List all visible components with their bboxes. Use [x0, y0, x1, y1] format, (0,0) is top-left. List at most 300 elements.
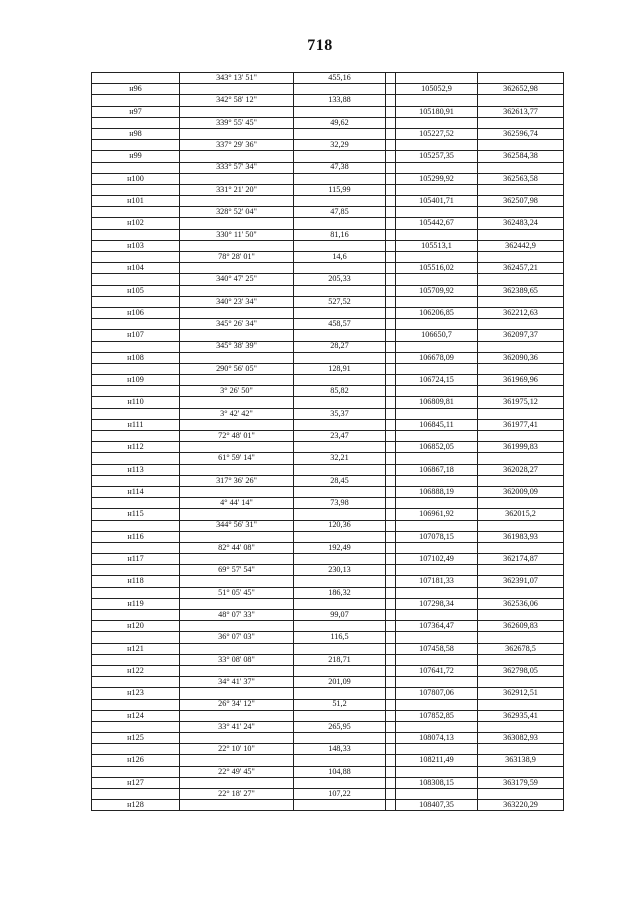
point-name-cell: н101: [92, 196, 180, 207]
spacer-cell: [386, 397, 396, 408]
angle-cell-empty: [180, 330, 294, 341]
y-coordinate-cell-empty: [478, 520, 564, 531]
spacer-cell: [386, 240, 396, 251]
segment-length-cell: 265,95: [294, 721, 386, 732]
spacer-cell: [386, 621, 396, 632]
spacer-cell: [386, 442, 396, 453]
x-coordinate-cell: 105401,71: [396, 196, 478, 207]
direction-angle-cell: 69° 57' 54": [180, 565, 294, 576]
point-cell-empty: [92, 341, 180, 352]
segment-row: [92, 654, 564, 665]
x-coordinate-cell: 105227,52: [396, 128, 478, 139]
point-name-cell: н111: [92, 419, 180, 430]
direction-angle-cell: 78° 28' 01": [180, 252, 294, 263]
direction-angle-cell: 343° 13' 51": [180, 73, 294, 84]
direction-angle-cell: 333° 57' 34": [180, 162, 294, 173]
direction-angle-cell: 337° 29' 36": [180, 140, 294, 151]
x-coordinate-cell: 105299,92: [396, 173, 478, 184]
y-coordinate-cell-empty: [478, 184, 564, 195]
spacer-cell: [386, 162, 396, 173]
point-cell-empty: [92, 363, 180, 374]
y-coordinate-cell-empty: [478, 453, 564, 464]
spacer-cell: [386, 296, 396, 307]
x-coordinate-cell-empty: [396, 610, 478, 621]
spacer-cell: [386, 710, 396, 721]
segment-length-cell: 35,37: [294, 408, 386, 419]
point-row: [92, 173, 564, 184]
x-coordinate-cell: 105513,1: [396, 240, 478, 251]
y-coordinate-cell-empty: [478, 431, 564, 442]
angle-cell-empty: [180, 665, 294, 676]
y-coordinate-cell: 362457,21: [478, 263, 564, 274]
segment-row: [92, 386, 564, 397]
spacer-cell: [386, 431, 396, 442]
x-coordinate-cell: 107807,06: [396, 688, 478, 699]
direction-angle-cell: 22° 18' 27": [180, 789, 294, 800]
x-coordinate-cell-empty: [396, 565, 478, 576]
spacer-cell: [386, 73, 396, 84]
segment-row: [92, 610, 564, 621]
spacer-cell: [386, 229, 396, 240]
point-cell-empty: [92, 229, 180, 240]
segment-length-cell: 28,27: [294, 341, 386, 352]
segment-row: [92, 520, 564, 531]
y-coordinate-cell-empty: [478, 789, 564, 800]
point-cell-empty: [92, 207, 180, 218]
x-coordinate-cell-empty: [396, 73, 478, 84]
point-name-cell: н107: [92, 330, 180, 341]
segment-length-cell: 133,88: [294, 95, 386, 106]
point-name-cell: н114: [92, 486, 180, 497]
length-cell-empty: [294, 755, 386, 766]
spacer-cell: [386, 665, 396, 676]
length-cell-empty: [294, 263, 386, 274]
spacer-cell: [386, 509, 396, 520]
segment-row: [92, 229, 564, 240]
point-name-cell: н116: [92, 531, 180, 542]
y-coordinate-cell: 363138,9: [478, 755, 564, 766]
spacer-cell: [386, 498, 396, 509]
spacer-cell: [386, 475, 396, 486]
angle-cell-empty: [180, 375, 294, 386]
x-coordinate-cell: 107458,58: [396, 643, 478, 654]
y-coordinate-cell: 362212,63: [478, 307, 564, 318]
segment-length-cell: 73,98: [294, 498, 386, 509]
point-row: [92, 486, 564, 497]
point-row: [92, 84, 564, 95]
point-row: [92, 352, 564, 363]
direction-angle-cell: 34° 41' 37": [180, 677, 294, 688]
segment-row: [92, 184, 564, 195]
y-coordinate-cell-empty: [478, 565, 564, 576]
segment-row: [92, 789, 564, 800]
direction-angle-cell: 290° 56' 05": [180, 363, 294, 374]
length-cell-empty: [294, 330, 386, 341]
point-name-cell: н102: [92, 218, 180, 229]
segment-row: [92, 475, 564, 486]
point-cell-empty: [92, 184, 180, 195]
x-coordinate-cell-empty: [396, 319, 478, 330]
y-coordinate-cell: 363082,93: [478, 733, 564, 744]
direction-angle-cell: 328° 52' 04": [180, 207, 294, 218]
length-cell-empty: [294, 800, 386, 811]
y-coordinate-cell: 362391,07: [478, 576, 564, 587]
point-row: [92, 375, 564, 386]
spacer-cell: [386, 252, 396, 263]
length-cell-empty: [294, 128, 386, 139]
x-coordinate-cell-empty: [396, 766, 478, 777]
spacer-cell: [386, 106, 396, 117]
direction-angle-cell: 340° 47' 25": [180, 274, 294, 285]
spacer-cell: [386, 319, 396, 330]
point-row: [92, 688, 564, 699]
y-coordinate-cell-empty: [478, 408, 564, 419]
segment-row: [92, 431, 564, 442]
direction-angle-cell: 345° 26' 34": [180, 319, 294, 330]
point-name-cell: н106: [92, 307, 180, 318]
direction-angle-cell: 345° 38' 39": [180, 341, 294, 352]
spacer-cell: [386, 677, 396, 688]
point-row: [92, 128, 564, 139]
point-row: [92, 598, 564, 609]
y-coordinate-cell-empty: [478, 542, 564, 553]
angle-cell-empty: [180, 285, 294, 296]
angle-cell-empty: [180, 106, 294, 117]
y-coordinate-cell: 362912,51: [478, 688, 564, 699]
spacer-cell: [386, 375, 396, 386]
angle-cell-empty: [180, 352, 294, 363]
angle-cell-empty: [180, 151, 294, 162]
x-coordinate-cell-empty: [396, 296, 478, 307]
x-coordinate-cell-empty: [396, 363, 478, 374]
point-cell-empty: [92, 386, 180, 397]
x-coordinate-cell: 105516,02: [396, 263, 478, 274]
spacer-cell: [386, 486, 396, 497]
length-cell-empty: [294, 106, 386, 117]
x-coordinate-cell: 107298,34: [396, 598, 478, 609]
direction-angle-cell: 330° 11' 50": [180, 229, 294, 240]
x-coordinate-cell-empty: [396, 408, 478, 419]
angle-cell-empty: [180, 554, 294, 565]
y-coordinate-cell: 362798,05: [478, 665, 564, 676]
length-cell-empty: [294, 196, 386, 207]
segment-length-cell: 32,29: [294, 140, 386, 151]
y-coordinate-cell-empty: [478, 498, 564, 509]
segment-row: [92, 587, 564, 598]
length-cell-empty: [294, 397, 386, 408]
page-number: 718: [307, 37, 333, 54]
x-coordinate-cell: 108407,35: [396, 800, 478, 811]
point-name-cell: н108: [92, 352, 180, 363]
x-coordinate-cell: 106852,05: [396, 442, 478, 453]
length-cell-empty: [294, 733, 386, 744]
spacer-cell: [386, 363, 396, 374]
spacer-cell: [386, 576, 396, 587]
length-cell-empty: [294, 554, 386, 565]
spacer-cell: [386, 386, 396, 397]
length-cell-empty: [294, 688, 386, 699]
segment-row: [92, 632, 564, 643]
x-coordinate-cell-empty: [396, 475, 478, 486]
y-coordinate-cell-empty: [478, 654, 564, 665]
x-coordinate-cell-empty: [396, 677, 478, 688]
direction-angle-cell: 51° 05' 45": [180, 587, 294, 598]
angle-cell-empty: [180, 710, 294, 721]
spacer-cell: [386, 531, 396, 542]
spacer-cell: [386, 117, 396, 128]
x-coordinate-cell-empty: [396, 520, 478, 531]
segment-length-cell: 115,99: [294, 184, 386, 195]
x-coordinate-cell-empty: [396, 431, 478, 442]
y-coordinate-cell: 362483,24: [478, 218, 564, 229]
length-cell-empty: [294, 419, 386, 430]
spacer-cell: [386, 755, 396, 766]
y-coordinate-cell-empty: [478, 677, 564, 688]
direction-angle-cell: 317° 36' 26": [180, 475, 294, 486]
segment-row: [92, 341, 564, 352]
segment-length-cell: 120,36: [294, 520, 386, 531]
segment-length-cell: 116,5: [294, 632, 386, 643]
spacer-cell: [386, 263, 396, 274]
length-cell-empty: [294, 173, 386, 184]
y-coordinate-cell-empty: [478, 341, 564, 352]
spacer-cell: [386, 184, 396, 195]
spacer-cell: [386, 307, 396, 318]
x-coordinate-cell: 105180,91: [396, 106, 478, 117]
y-coordinate-cell: 362442,9: [478, 240, 564, 251]
x-coordinate-cell: 105442,67: [396, 218, 478, 229]
segment-length-cell: 23,47: [294, 431, 386, 442]
y-coordinate-cell: 361999,83: [478, 442, 564, 453]
segment-row: [92, 296, 564, 307]
spacer-cell: [386, 464, 396, 475]
length-cell-empty: [294, 464, 386, 475]
angle-cell-empty: [180, 486, 294, 497]
point-name-cell: н113: [92, 464, 180, 475]
direction-angle-cell: 339° 55' 45": [180, 117, 294, 128]
point-name-cell: н121: [92, 643, 180, 654]
angle-cell-empty: [180, 755, 294, 766]
x-coordinate-cell: 106678,09: [396, 352, 478, 363]
point-cell-empty: [92, 319, 180, 330]
x-coordinate-cell-empty: [396, 140, 478, 151]
point-name-cell: н119: [92, 598, 180, 609]
spacer-cell: [386, 341, 396, 352]
spacer-cell: [386, 196, 396, 207]
point-row: [92, 330, 564, 341]
point-name-cell: н97: [92, 106, 180, 117]
length-cell-empty: [294, 375, 386, 386]
spacer-cell: [386, 207, 396, 218]
point-row: [92, 106, 564, 117]
y-coordinate-cell: 361983,93: [478, 531, 564, 542]
point-row: [92, 777, 564, 788]
segment-length-cell: 458,57: [294, 319, 386, 330]
y-coordinate-cell-empty: [478, 296, 564, 307]
spacer-cell: [386, 789, 396, 800]
y-coordinate-cell: 362935,41: [478, 710, 564, 721]
spacer-cell: [386, 128, 396, 139]
point-name-cell: н99: [92, 151, 180, 162]
point-row: [92, 643, 564, 654]
spacer-cell: [386, 587, 396, 598]
spacer-cell: [386, 610, 396, 621]
x-coordinate-cell: 107641,72: [396, 665, 478, 676]
x-coordinate-cell-empty: [396, 162, 478, 173]
x-coordinate-cell-empty: [396, 587, 478, 598]
direction-angle-cell: 26° 34' 12": [180, 699, 294, 710]
segment-length-cell: 51,2: [294, 699, 386, 710]
segment-row: [92, 565, 564, 576]
spacer-cell: [386, 453, 396, 464]
angle-cell-empty: [180, 128, 294, 139]
x-coordinate-cell-empty: [396, 341, 478, 352]
x-coordinate-cell: 106888,19: [396, 486, 478, 497]
angle-cell-empty: [180, 598, 294, 609]
y-coordinate-cell-empty: [478, 587, 564, 598]
point-name-cell: н112: [92, 442, 180, 453]
angle-cell-empty: [180, 263, 294, 274]
point-row: [92, 419, 564, 430]
y-coordinate-cell: 362596,74: [478, 128, 564, 139]
y-coordinate-cell-empty: [478, 229, 564, 240]
length-cell-empty: [294, 710, 386, 721]
direction-angle-cell: 4° 44' 14": [180, 498, 294, 509]
length-cell-empty: [294, 486, 386, 497]
x-coordinate-cell: 106206,85: [396, 307, 478, 318]
length-cell-empty: [294, 576, 386, 587]
direction-angle-cell: 48° 07' 33": [180, 610, 294, 621]
y-coordinate-cell: 361977,41: [478, 419, 564, 430]
segment-length-cell: 230,13: [294, 565, 386, 576]
spacer-cell: [386, 565, 396, 576]
x-coordinate-cell-empty: [396, 632, 478, 643]
segment-length-cell: 81,16: [294, 229, 386, 240]
y-coordinate-cell-empty: [478, 610, 564, 621]
spacer-cell: [386, 542, 396, 553]
segment-row: [92, 721, 564, 732]
direction-angle-cell: 61° 59' 14": [180, 453, 294, 464]
spacer-cell: [386, 408, 396, 419]
spacer-cell: [386, 777, 396, 788]
length-cell-empty: [294, 643, 386, 654]
point-name-cell: н123: [92, 688, 180, 699]
direction-angle-cell: 342° 58' 12": [180, 95, 294, 106]
spacer-cell: [386, 95, 396, 106]
point-cell-empty: [92, 587, 180, 598]
direction-angle-cell: 36° 07' 03": [180, 632, 294, 643]
point-name-cell: н109: [92, 375, 180, 386]
point-cell-empty: [92, 296, 180, 307]
y-coordinate-cell: 363220,29: [478, 800, 564, 811]
spacer-cell: [386, 419, 396, 430]
segment-length-cell: 527,52: [294, 296, 386, 307]
segment-length-cell: 128,91: [294, 363, 386, 374]
y-coordinate-cell-empty: [478, 744, 564, 755]
length-cell-empty: [294, 442, 386, 453]
angle-cell-empty: [180, 576, 294, 587]
y-coordinate-cell: 362015,2: [478, 509, 564, 520]
angle-cell-empty: [180, 240, 294, 251]
segment-row: [92, 363, 564, 374]
direction-angle-cell: 3° 26' 50": [180, 386, 294, 397]
point-cell-empty: [92, 431, 180, 442]
angle-cell-empty: [180, 688, 294, 699]
segment-row: [92, 408, 564, 419]
y-coordinate-cell-empty: [478, 95, 564, 106]
point-row: [92, 531, 564, 542]
spacer-cell: [386, 688, 396, 699]
spacer-cell: [386, 632, 396, 643]
y-coordinate-cell-empty: [478, 699, 564, 710]
x-coordinate-cell-empty: [396, 789, 478, 800]
y-coordinate-cell: 363179,59: [478, 777, 564, 788]
y-coordinate-cell: 362609,83: [478, 621, 564, 632]
x-coordinate-cell: 107181,33: [396, 576, 478, 587]
point-row: [92, 554, 564, 565]
direction-angle-cell: 331° 21' 20": [180, 184, 294, 195]
length-cell-empty: [294, 665, 386, 676]
spacer-cell: [386, 643, 396, 654]
y-coordinate-cell: 362097,37: [478, 330, 564, 341]
y-coordinate-cell: 362389,65: [478, 285, 564, 296]
x-coordinate-cell: 107102,49: [396, 554, 478, 565]
angle-cell-empty: [180, 531, 294, 542]
y-coordinate-cell-empty: [478, 386, 564, 397]
angle-cell-empty: [180, 84, 294, 95]
x-coordinate-cell: 105709,92: [396, 285, 478, 296]
coordinates-table: [91, 72, 563, 811]
y-coordinate-cell-empty: [478, 117, 564, 128]
point-cell-empty: [92, 565, 180, 576]
point-name-cell: н126: [92, 755, 180, 766]
point-cell-empty: [92, 95, 180, 106]
length-cell-empty: [294, 352, 386, 363]
point-row: [92, 263, 564, 274]
point-cell-empty: [92, 632, 180, 643]
angle-cell-empty: [180, 442, 294, 453]
length-cell-empty: [294, 84, 386, 95]
point-name-cell: н127: [92, 777, 180, 788]
point-cell-empty: [92, 766, 180, 777]
point-cell-empty: [92, 117, 180, 128]
segment-length-cell: 205,33: [294, 274, 386, 285]
x-coordinate-cell: 106845,11: [396, 419, 478, 430]
segment-length-cell: 104,88: [294, 766, 386, 777]
point-name-cell: н125: [92, 733, 180, 744]
angle-cell-empty: [180, 733, 294, 744]
x-coordinate-cell-empty: [396, 498, 478, 509]
spacer-cell: [386, 520, 396, 531]
point-name-cell: н118: [92, 576, 180, 587]
point-cell-empty: [92, 610, 180, 621]
point-row: [92, 464, 564, 475]
y-coordinate-cell: 362507,98: [478, 196, 564, 207]
direction-angle-cell: 22° 10' 10": [180, 744, 294, 755]
spacer-cell: [386, 654, 396, 665]
x-coordinate-cell-empty: [396, 184, 478, 195]
point-row: [92, 218, 564, 229]
x-coordinate-cell-empty: [396, 229, 478, 240]
spacer-cell: [386, 721, 396, 732]
segment-row: [92, 117, 564, 128]
x-coordinate-cell-empty: [396, 95, 478, 106]
segment-row: [92, 140, 564, 151]
y-coordinate-cell-empty: [478, 721, 564, 732]
direction-angle-cell: 82° 44' 08": [180, 542, 294, 553]
spacer-cell: [386, 285, 396, 296]
length-cell-empty: [294, 598, 386, 609]
